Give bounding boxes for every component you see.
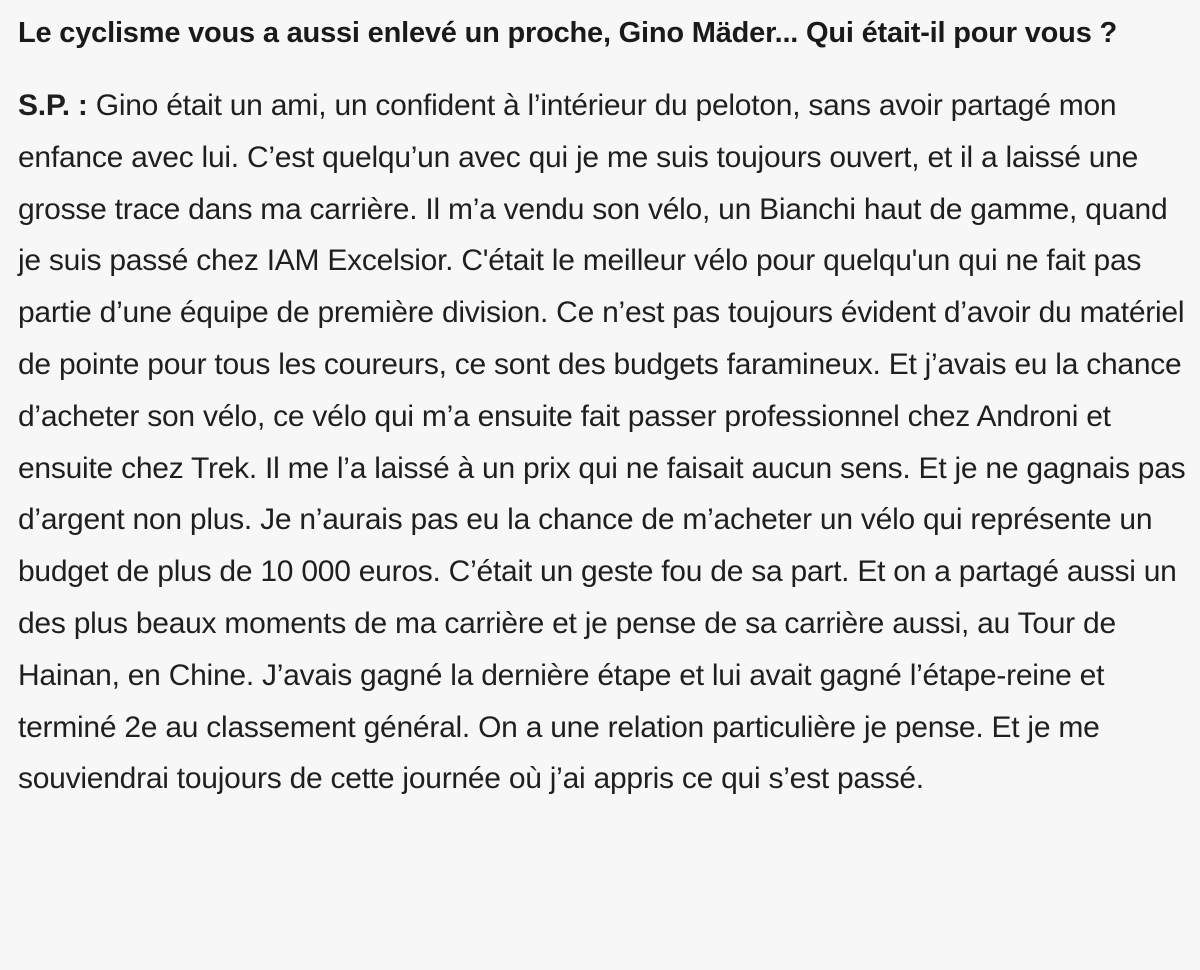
speaker-initials: S.P. : xyxy=(18,89,88,122)
interview-article xyxy=(18,0,1186,970)
interview-answer xyxy=(18,80,1186,805)
answer-text: Gino était un ami, un confident à l’intérieur du peloton, sans avoir partagé mon enfance avec lui. C’est quelqu’un avec qui je me suis toujours ouvert, et il a laissé une grosse trace dans ma carrière. Il m’a vendu son vélo, un Bianchi haut de gamme, quand je suis passé chez IAM Excelsior. C'était le meilleur vélo pour quelqu'un qui ne fait pas partie d’une équipe de première division. Ce n’est pas toujours évident d’avoir du matériel de pointe pour tous les coureurs, ce sont des budgets faramineux. Et j’avais eu la chance d’acheter son vélo, ce vélo qui m’a ensuite fait passer professionnel chez Androni et ensuite chez Trek. Il me l’a laissé à un prix qui ne faisait aucun sens. Et je ne gagnais pas d’argent non plus. Je n’aurais pas eu la chance de m’acheter un vélo qui représente un budget de plus de 10 000 euros. C’était un geste fou de sa part. Et on a partagé aussi un des plus beaux moments de ma carrière et je pense de sa carrière aussi, au Tour de Hainan, en Chine. J’avais gagné la dernière étape et lui avait gagné l’étape-reine et terminé 2e au classement général. On a une relation particulière je pense. Et je me souviendrai toujours de cette journée où j’ai appris ce qui s’est passé. xyxy=(18,89,1186,796)
interview-question: Le cyclisme vous a aussi enlevé un proche, Gino Mäder... Qui était-il pour vous ? xyxy=(18,17,1117,49)
